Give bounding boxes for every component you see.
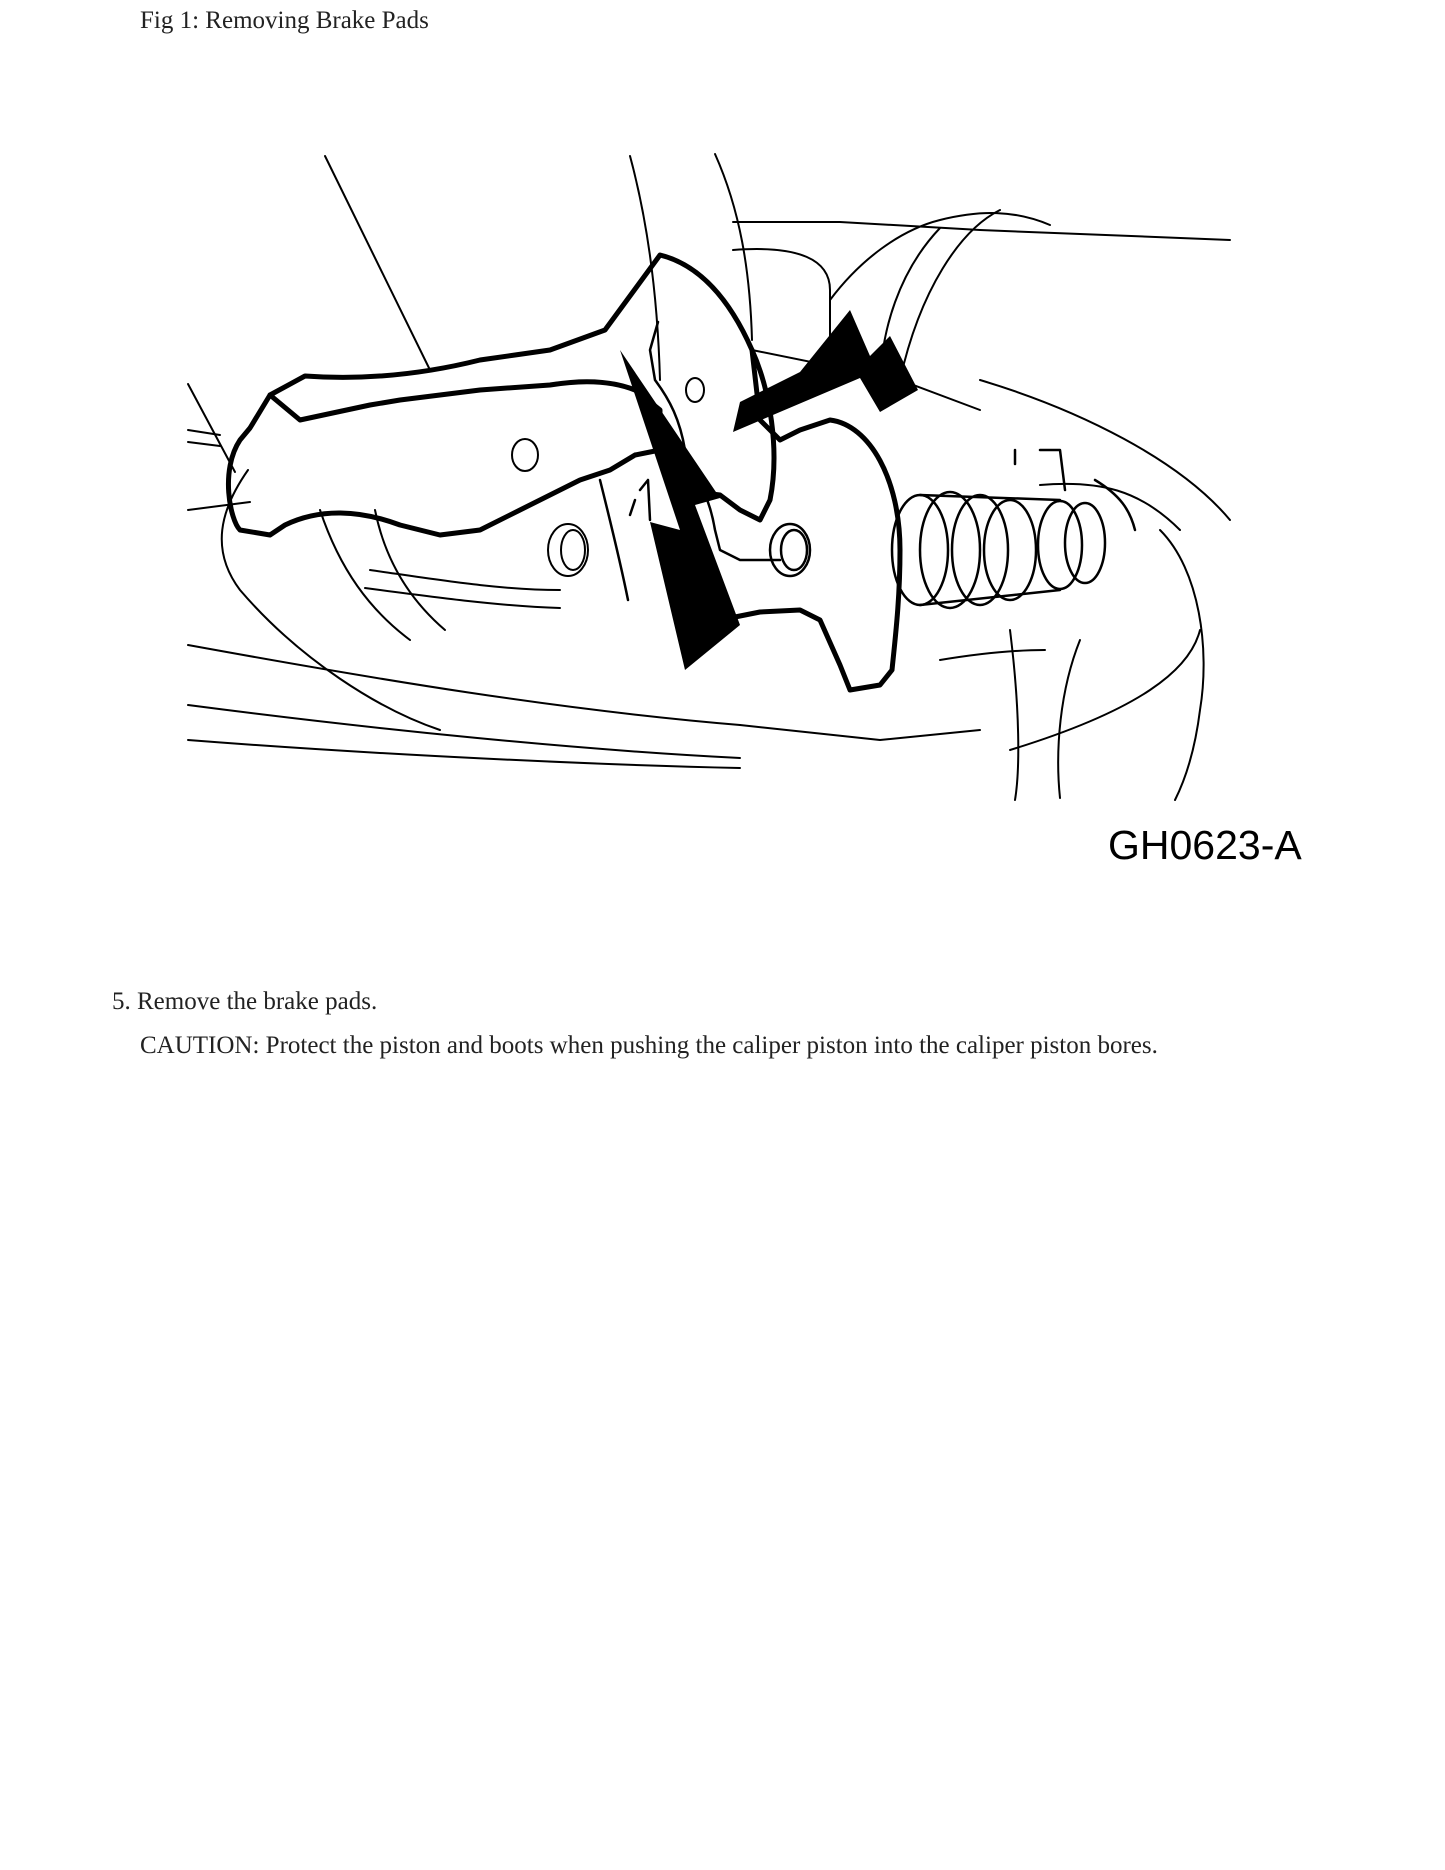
brake-pad-illustration [180, 150, 1320, 880]
figure-reference-code: GH0623-A [1108, 822, 1302, 868]
procedure-steps [112, 980, 1158, 1068]
step-5 [112, 980, 1158, 1024]
caution-note: CAUTION: Protect the piston and boots when pushing the caliper piston into the caliper piston bores. [140, 1032, 1158, 1059]
step-text: Remove the brake pads. [137, 988, 378, 1015]
step-number: 5. [112, 988, 131, 1015]
figure-caption: Fig 1: Removing Brake Pads [140, 7, 429, 34]
